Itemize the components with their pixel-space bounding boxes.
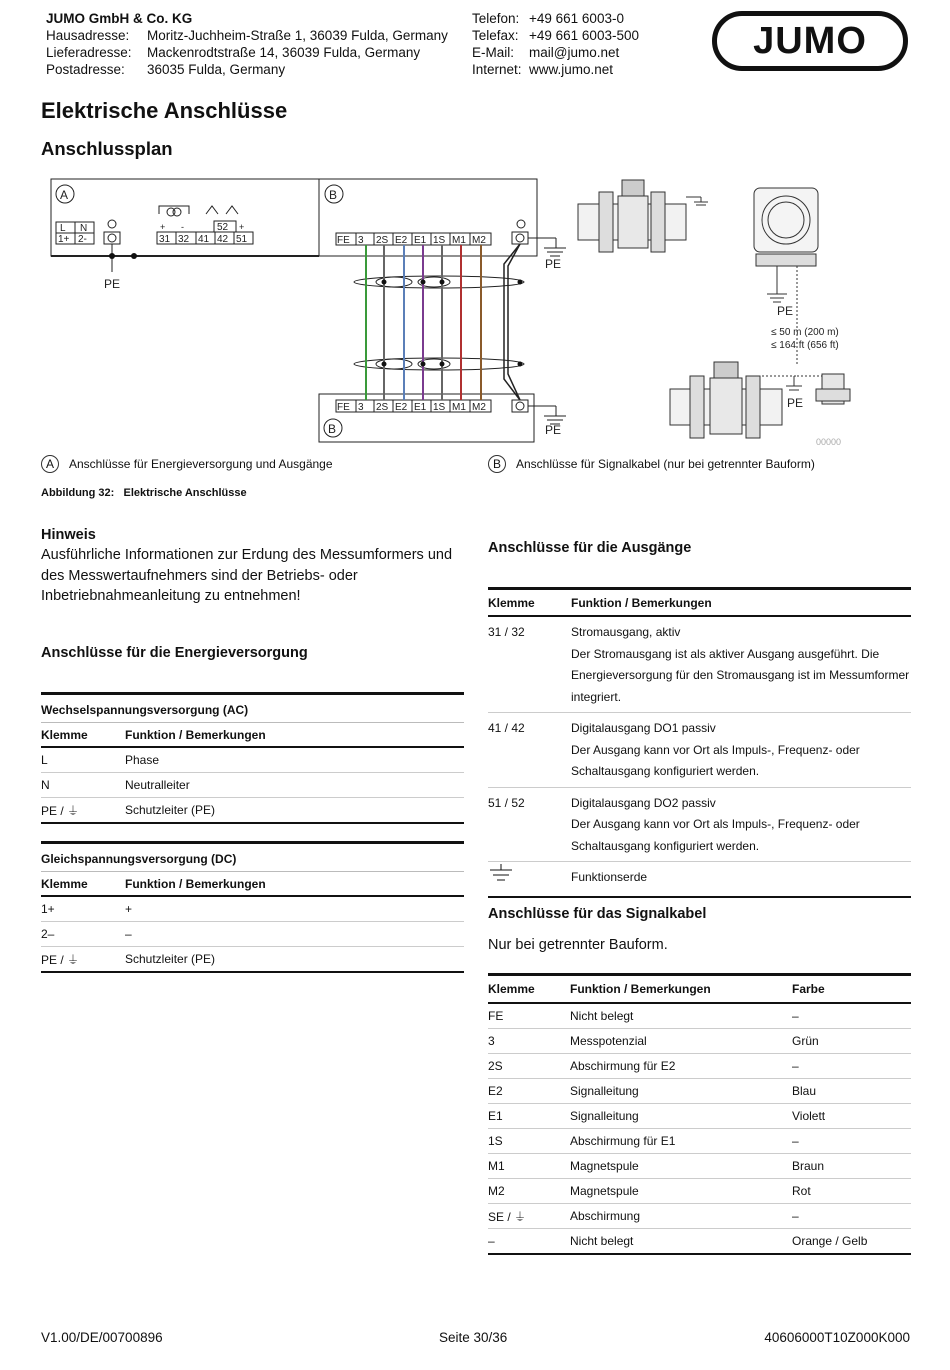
terminal-e1-bottom: E1 xyxy=(414,402,427,413)
terminal-31: 31 xyxy=(159,234,171,245)
terminal-3-top: 3 xyxy=(358,235,364,246)
table-row: 1+ + xyxy=(41,896,464,922)
terminal-e2-top: E2 xyxy=(395,235,408,246)
table-row: M2 Magnetspule Rot xyxy=(488,1179,911,1204)
sign-minus-32: - xyxy=(181,222,184,232)
table-row: E2 Signalleitung Blau xyxy=(488,1079,911,1104)
label-pe-b-top: PE xyxy=(545,257,562,271)
outputs-heading: Anschlüsse für die Ausgänge xyxy=(488,540,692,556)
hint-title: Hinweis xyxy=(41,527,96,543)
label-pe-sensor: PE xyxy=(787,396,804,410)
label-pe-transmitter: PE xyxy=(777,304,794,318)
outputs-header-funktion: Funktion / Bemerkungen xyxy=(571,589,911,617)
footer-page: Seite 30/36 xyxy=(439,1330,508,1345)
table-row: 3 Messpotenzial Grün xyxy=(488,1029,911,1054)
header-contact: Telefon: +49 661 6003-0 Telefax: +49 661 6003-500 E-Mail: mail@jumo.net Internet: www.jumo.net xyxy=(472,11,639,77)
terminal-fe-top: FE xyxy=(337,235,350,246)
signal-subtext: Nur bei getrennter Bauform. xyxy=(488,937,668,953)
energy-heading: Anschlüsse für die Energieversorgung xyxy=(41,645,308,661)
ac-header-klemme: Klemme xyxy=(41,723,125,748)
ac-table xyxy=(41,692,464,824)
terminal-1s-bottom: 1S xyxy=(433,402,446,413)
box-b-bottom-frame xyxy=(319,394,534,442)
table-row: PE / ⏚ Schutzleiter (PE) xyxy=(41,952,216,967)
signal-header-farbe: Farbe xyxy=(792,975,911,1004)
table-row: PE / ⏚ Schutzleiter (PE) xyxy=(41,803,216,818)
wiring-diagram xyxy=(46,174,856,449)
table-row: FE Nicht belegt – xyxy=(488,1003,911,1029)
terminal-2s-top: 2S xyxy=(376,235,389,246)
terminal-52: 52 xyxy=(217,222,229,233)
image-code: 00000 xyxy=(816,437,842,447)
terminal-32: 32 xyxy=(178,234,190,245)
terminal-fe-bottom: FE xyxy=(337,402,350,413)
terminal-n: N xyxy=(80,223,88,234)
terminal-e1-top: E1 xyxy=(414,235,427,246)
terminal-m2-bottom: M2 xyxy=(472,402,486,413)
table-row: Funktionserde xyxy=(488,862,911,897)
terminal-3-bottom: 3 xyxy=(358,402,364,413)
footer-docnumber: 40606000T10Z000K000 xyxy=(764,1330,910,1345)
table-row: 31 / 32 Stromausgang, aktiv Der Stromausgang ist als aktiver Ausgang ausgeführt. Die Energieversorgung für den Stromausgang ist im Messumformer integriert. xyxy=(488,616,911,713)
section-title: Anschlussplan xyxy=(41,138,173,159)
terminal-51: 51 xyxy=(236,234,248,245)
label-box-b-bottom: B xyxy=(328,422,337,436)
terminal-2minus: 2- xyxy=(78,234,87,245)
company-name: JUMO GmbH & Co. KG xyxy=(46,11,193,26)
sign-plus-51: + xyxy=(239,222,245,232)
footer-version: V1.00/DE/00700896 xyxy=(41,1330,163,1345)
table-row: 2– – xyxy=(41,922,464,947)
signal-header-klemme: Klemme xyxy=(488,975,570,1004)
legend-b: B Anschlüsse für Signalkabel (nur bei getrennter Bauform) xyxy=(488,455,815,473)
table-row: 2S Abschirmung für E2 – xyxy=(488,1054,911,1079)
terminal-1plus: 1+ xyxy=(58,234,70,245)
signal-header-funktion: Funktion / Bemerkungen xyxy=(570,975,792,1004)
signal-heading: Anschlüsse für das Signalkabel xyxy=(488,906,707,922)
terminal-m1-top: M1 xyxy=(452,235,466,246)
page-title: Elektrische Anschlüsse xyxy=(41,98,288,123)
sign-plus-31: + xyxy=(160,222,166,232)
outputs-header-klemme: Klemme xyxy=(488,589,571,617)
legend-a: A Anschlüsse für Energieversorgung und Ausgänge xyxy=(41,455,333,473)
dc-header-funktion: Funktion / Bemerkungen xyxy=(125,872,464,897)
label-pe-a: PE xyxy=(104,277,121,291)
table-row: 51 / 52 Digitalausgang DO2 passiv Der Ausgang kann vor Ort als Impuls-, Frequenz- oder Schaltausgang konfiguriert werden. xyxy=(488,787,911,862)
dc-header-klemme: Klemme xyxy=(41,872,125,897)
header-address: JUMO GmbH & Co. KG Hausadresse: Moritz-Juchheim-Straße 1, 36039 Fulda, Germany Lieferadresse: Mackenrodtstraße 14, 36039 Fulda, Germany Postadresse: 36035 Fulda, Germany xyxy=(46,11,448,77)
terminal-1s-top: 1S xyxy=(433,235,446,246)
terminal-m1-bottom: M1 xyxy=(452,402,466,413)
table-row: 1S Abschirmung für E1 – xyxy=(488,1129,911,1154)
label-distance-ft: ≤ 164 ft (656 ft) xyxy=(771,340,839,351)
terminal-m2-top: M2 xyxy=(472,235,486,246)
jumo-logo: JUMO xyxy=(712,11,908,71)
ac-header-funktion: Funktion / Bemerkungen xyxy=(125,723,464,748)
table-row: E1 Signalleitung Violett xyxy=(488,1104,911,1129)
outputs-table xyxy=(488,587,911,898)
table-row: SE / ⏚ Abschirmung – xyxy=(488,1204,911,1229)
ac-caption: Wechselspannungsversorgung (AC) xyxy=(41,694,464,723)
dc-table xyxy=(41,841,464,973)
hint-text: Ausführliche Informationen zur Erdung des Messumformers und des Messwertaufnehmers sind der Betriebs- oder Inbetriebnahmeanleitung zu entnehmen! xyxy=(41,547,453,604)
label-box-a: A xyxy=(60,188,69,202)
dc-caption: Gleichspannungsversorgung (DC) xyxy=(41,843,464,872)
table-row: L Phase xyxy=(41,747,464,773)
signal-table xyxy=(488,973,911,1255)
label-box-b-top: B xyxy=(329,188,338,202)
terminal-41: 41 xyxy=(198,234,210,245)
terminal-l: L xyxy=(60,223,66,234)
table-row: – Nicht belegt Orange / Gelb xyxy=(488,1234,868,1248)
label-pe-b-bottom: PE xyxy=(545,423,562,437)
box-b-top-frame xyxy=(319,179,537,256)
table-row: N Neutralleiter xyxy=(41,773,464,798)
figure-caption: Abbildung 32: Elektrische Anschlüsse xyxy=(41,487,247,499)
terminal-2s-bottom: 2S xyxy=(376,402,389,413)
terminal-e2-bottom: E2 xyxy=(395,402,408,413)
label-distance-m: ≤ 50 m (200 m) xyxy=(771,327,839,338)
table-row: 41 / 42 Digitalausgang DO1 passiv Der Ausgang kann vor Ort als Impuls-, Frequenz- oder Schaltausgang konfiguriert werden. xyxy=(488,713,911,788)
terminal-42: 42 xyxy=(217,234,229,245)
table-row: M1 Magnetspule Braun xyxy=(488,1154,911,1179)
ground-icon xyxy=(488,864,514,884)
